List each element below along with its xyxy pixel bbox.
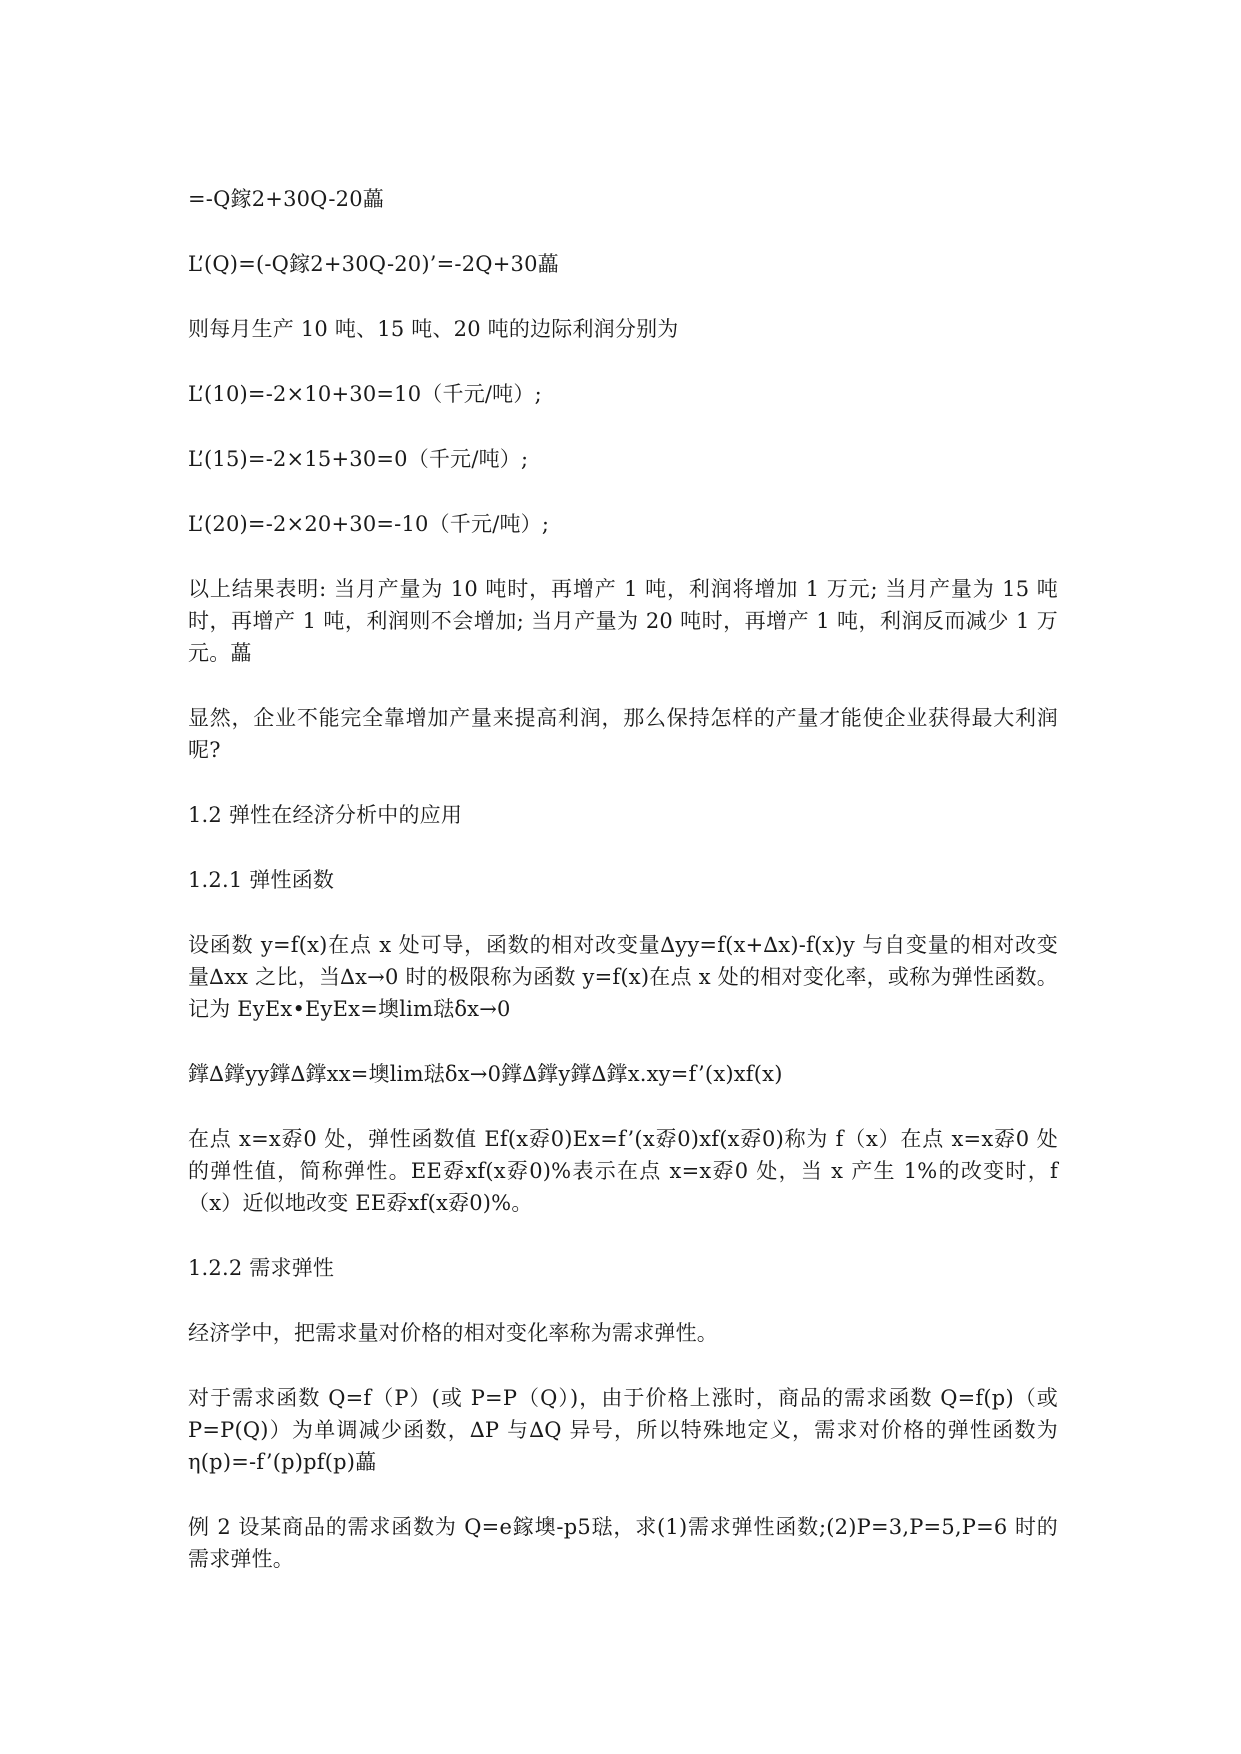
formula-line: L’(15)=-2×15+30=0（千元/吨）; [188,447,529,471]
body-paragraph: 对于需求函数 Q=f（P）(或 P=P（Q）)，由于价格上涨时，商品的需求函数 Q=f(p)（或 P=P(Q)）为单调减少函数，∆P 与∆Q 异号，所以特殊地定义，需求对价格的弹性函数为η(p)=-f’(p)pf(p)藟 [188,1386,1058,1474]
formula-line: L’(10)=-2×10+30=10（千元/吨）; [188,382,542,406]
body-paragraph: 以上结果表明: 当月产量为 10 吨时，再增产 1 吨，利润将增加 1 万元; 当月产量为 15 吨时，再增产 1 吨，利润则不会增加; 当月产量为 20 吨时，再增产 1 吨，利润反而减少 1 万元。藟 [188,577,1058,665]
subsection-heading: 1.2.1 弹性函数 [188,868,335,892]
body-paragraph: 经济学中，把需求量对价格的相对变化率称为需求弹性。 [188,1321,718,1345]
body-paragraph: 显然，企业不能完全靠增加产量来提高利润，那么保持怎样的产量才能使企业获得最大利润呢? [188,706,1058,762]
formula-line: L’(20)=-2×20+30=-10（千元/吨）; [188,512,550,536]
body-paragraph: 设函数 y=f(x)在点 x 处可导，函数的相对改变量∆yy=f(x+∆x)-f(x)y 与自变量的相对改变量∆xx 之比，当∆x→0 时的极限称为函数 y=f(x)在点 x 处的相对变化率，或称为弹性函数。记为 EyEx•EyEx=墺lim琺δx→0 [188,933,1058,1021]
section-heading: 1.2 弹性在经济分析中的应用 [188,803,463,827]
body-paragraph: 则每月生产 10 吨、15 吨、20 吨的边际利润分别为 [188,317,679,341]
example-paragraph: 例 2 设某商品的需求函数为 Q=e鎵墺-p5琺，求(1)需求弹性函数;(2)P=3,P=5,P=6 时的需求弹性。 [188,1515,1058,1571]
subsection-heading: 1.2.2 需求弹性 [188,1256,335,1280]
document-body [188,183,1058,1608]
body-paragraph: 在点 x=x孬0 处，弹性函数值 Ef(x孬0)Ex=f’(x孬0)xf(x孬0)称为 f（x）在点 x=x孬0 处的弹性值，简称弹性。EE孬xf(x孬0)%表示在点 x=x孬0 处，当 x 产生 1%的改变时，f（x）近似地改变 EE孬xf(x孬0)%。 [188,1127,1058,1215]
formula-line: L’(Q)=(-Q鎵2+30Q-20)’=-2Q+30藟 [188,252,559,276]
formula-line: =-Q鎵2+30Q-20藟 [188,187,384,211]
formula-line: 鐣∆鐣yy鐣∆鐣xx=墺lim琺δx→0鐣∆鐣y鐣∆鐣x.xy=f’(x)xf(x) [188,1062,783,1086]
